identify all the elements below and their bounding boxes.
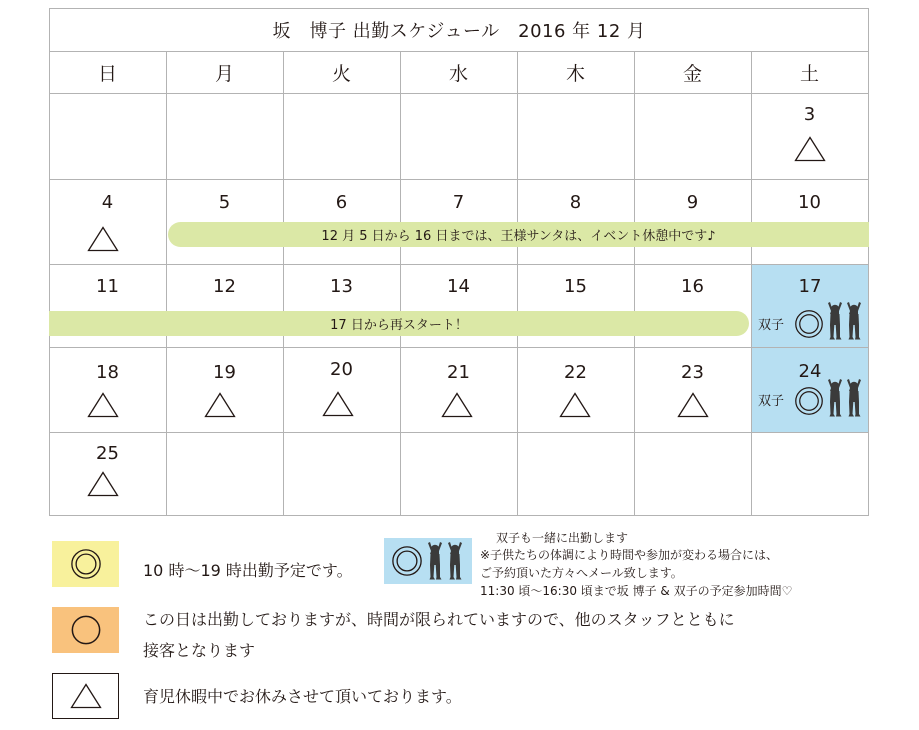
weekday-wed: 水 — [448, 62, 468, 85]
day-number: 11 — [96, 276, 119, 297]
day-cell-18 — [49, 348, 166, 432]
double-circle-icon — [391, 545, 423, 577]
twins-silhouette-icon — [445, 541, 465, 581]
weekday-mon: 月 — [214, 62, 234, 85]
triangle-icon — [204, 392, 236, 418]
day-number: 6 — [335, 192, 348, 213]
day-number: 16 — [681, 276, 704, 297]
triangle-icon — [87, 392, 119, 418]
day-number: 10 — [798, 192, 821, 213]
day-number: 15 — [564, 276, 587, 297]
legend-double-circle-swatch — [52, 541, 119, 587]
grid-line — [49, 93, 869, 94]
legend-twins-swatch — [384, 538, 472, 584]
event-banner-restart: 17 日から再スタート！ — [49, 311, 749, 336]
twins-silhouette-icon — [844, 301, 864, 341]
twins-silhouette-icon — [825, 378, 845, 418]
twins-note-line: ご予約頂いた方々へメール致します。 — [480, 566, 683, 580]
triangle-icon — [87, 471, 119, 497]
double-circle-icon — [794, 386, 824, 416]
weekday-sat: 土 — [799, 62, 819, 85]
day-cell-25 — [49, 433, 166, 515]
day-number: 18 — [96, 362, 119, 383]
day-cell-22 — [517, 348, 634, 432]
day-number: 3 — [803, 104, 816, 125]
twins-note-line: 双子も一緒に出勤します — [496, 531, 629, 545]
day-number: 23 — [681, 362, 704, 383]
double-circle-icon — [794, 309, 824, 339]
day-number: 7 — [452, 192, 465, 213]
twins-silhouette-icon — [844, 378, 864, 418]
circle-icon — [70, 614, 102, 646]
legend-double-circle-text: 10 時〜19 時出勤予定です。 — [143, 561, 353, 580]
legend-circle-text-line1: この日は出勤しておりますが、時間が限られていますので、他のスタッフとともに — [143, 610, 735, 629]
day-cell-17 — [752, 265, 868, 347]
day-cell-21 — [400, 348, 517, 432]
twins-note-line: 11:30 頃〜16:30 頃まで坂 博子 & 双子の予定参加時間♡ — [480, 584, 793, 598]
legend-circle-text-line2: 接客となります — [143, 641, 256, 660]
double-circle-icon — [70, 548, 102, 580]
legend-triangle-swatch — [52, 673, 119, 719]
event-banner-break: 12 月 5 日から 16 日までは、王様サンタは、イベント休憩中です♪ — [168, 222, 869, 247]
day-number: 13 — [330, 276, 353, 297]
day-number: 9 — [686, 192, 699, 213]
triangle-icon — [559, 392, 591, 418]
day-number: 21 — [447, 362, 470, 383]
day-number: 12 — [213, 276, 236, 297]
legend-triangle-text: 育児休暇中でお休みさせて頂いております。 — [143, 687, 462, 706]
day-cell-24 — [752, 348, 868, 432]
day-cell-23 — [634, 348, 751, 432]
day-cell-19 — [166, 348, 283, 432]
weekday-sun: 日 — [97, 62, 117, 85]
twins-silhouette-icon — [425, 541, 445, 581]
day-number: 20 — [330, 359, 353, 380]
triangle-icon — [677, 392, 709, 418]
day-cell-4 — [49, 180, 166, 264]
twins-label: 双子 — [758, 394, 785, 409]
day-number: 24 — [798, 361, 822, 382]
triangle-icon — [794, 136, 826, 162]
day-number: 17 — [798, 276, 822, 297]
triangle-icon — [70, 683, 102, 709]
triangle-icon — [322, 391, 354, 417]
twins-label: 双子 — [758, 318, 785, 333]
day-number: 19 — [213, 362, 236, 383]
day-number: 5 — [218, 192, 231, 213]
day-cell-3 — [751, 94, 868, 179]
twins-silhouette-icon — [825, 301, 845, 341]
grid-line — [49, 432, 869, 433]
day-number: 25 — [96, 443, 119, 464]
calendar-title: 坂 博子 出勤スケジュール 2016 年 12 月 — [272, 20, 646, 42]
triangle-icon — [87, 226, 119, 252]
day-number: 14 — [447, 276, 470, 297]
day-number: 4 — [101, 192, 114, 213]
day-number: 8 — [569, 192, 582, 213]
weekday-tue: 火 — [331, 62, 351, 85]
day-cell-20 — [283, 348, 400, 432]
day-number: 22 — [564, 362, 587, 383]
twins-note-line: ※子供たちの体調により時間や参加が変わる場合には、 — [480, 548, 779, 562]
triangle-icon — [441, 392, 473, 418]
weekday-fri: 金 — [682, 62, 702, 85]
legend-circle-swatch — [52, 607, 119, 653]
weekday-thu: 木 — [565, 62, 585, 85]
